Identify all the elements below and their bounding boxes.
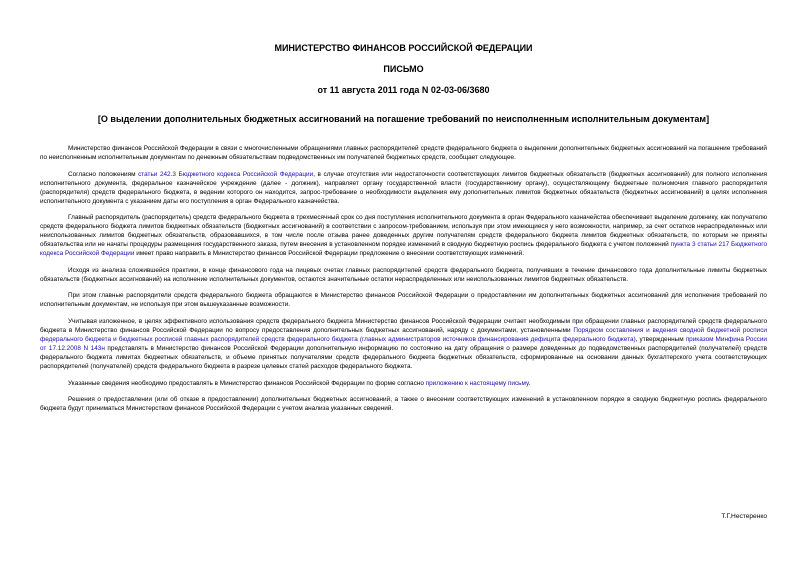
paragraph-2-text-a: Согласно положениям [68, 170, 139, 178]
link-article-217[interactable]: пункта 3 статьи 217 Бюджетного кодекса Российской Федерации [40, 241, 767, 258]
paragraph-1: Министерство финансов Российской Федерации в связи с многочисленными обращениями главных распорядителей средств федерального бюджета о выделении дополнительных бюджетных ассигнований на погашение требований по неисполненным исполнительным документам по денежным обязательствам подведомственных им получателей бюджетных средств, сообщает следующее. [40, 145, 767, 161]
paragraph-3 [40, 213, 767, 258]
paragraph-7-text-b: . [528, 379, 531, 387]
link-order-143n[interactable]: приказом Минфина России от 17.12.2008 N 143н [40, 335, 768, 352]
document-type: ПИСЬМО [383, 64, 424, 74]
paragraph-7-text-a: Указанные сведения необходимо предоставлять в Министерство финансов Российской Федерации по форме согласно [68, 379, 426, 387]
paragraph-6-text-c: представлять в Министерство финансов Российской Федерации дополнительную информацию по состоянию на дату обращения о размере доведенных до подведомственных распорядителей (получателей) средств федерального бюджета лимитах бюджетных обязательств, и объеме принятых получателями средств федерального бюджета бюджетных обязательств, сформированные на основании данных бухгалтерского учета соответствующих распорядителей (получателей) средств федерального бюджета в разрезе целевых статей расходов федерального бюджета. [40, 344, 767, 370]
link-budget-procedure[interactable]: Порядком составления и ведения сводной бюджетной росписи федерального бюджета и бюджетных росписей главных распорядителей средств федерального бюджета (главных администраторов источников финансирования дефицита федерального бюджета) [40, 326, 767, 343]
document-body [40, 144, 767, 421]
paragraph-7 [40, 379, 767, 388]
paragraph-2-text-b: , в случае отсутствия или недостаточности соответствующих лимитов бюджетных обязательств (бюджетных ассигнований) для полного исполнения исполнительного документа, федеральное казначейское учреждение (далее - должник), направляет органу государственной власти (государственному органу), осуществляющему бюджетные полномочия главного распорядителя (распорядителя) средств федерального бюджета, в ведении которого он находится, запрос-требование о необходимости выделения ему дополнительных лимитов бюджетных обязательств (бюджетных ассигнований) в целях исполнения исполнительного документа с указанием даты его поступления в орган Федерального казначейства. [40, 170, 767, 205]
document-subject: [О выделении дополнительных бюджетных ассигнований на погашение требований по неисполненным исполнительным документам] [97, 114, 710, 124]
signature: Т.Г.Нестеренко [721, 513, 767, 520]
paragraph-3-text-a: Главный распорядитель (распорядитель) средств федерального бюджета в трехмесячный срок со дня поступления исполнительного документа в орган Федерального казначейства обеспечивает выделение должнику, как получателю средств федерального бюджета лимитов бюджетных обязательств (бюджетных ассигнований) в соответствии с запросом-требованием, используя при этом имеющиеся у него возможности, например, за счет остатков нераспределенных или неиспользованных лимитов бюджетных обязательств, образовавшихся, в том числе после отзыва ранее доведенных другим получателям средств федерального бюджета лимитов бюджетных обязательств, по которым не приняты обязательства или не начаты процедуры размещения государственного заказа, путем внесения в установленном порядке изменений в сводную бюджетную роспись федерального бюджета с учетом положений [40, 214, 767, 249]
paragraph-3-text-b: имеет право направить в Министерство финансов Российской Федерации предложение о внесении соответствующих изменений. [134, 250, 524, 258]
paragraph-4: Исходя из анализа сложившейся практики, в конце финансового года на лицевых счетах главных распорядителей средств федерального бюджета, получивших в течение финансового года дополнительные лимиты бюджетных обязательств (бюджетных ассигнований) на исполнение исполнительных документов, остаются значительные остатки нераспределенных или неиспользованных лимитов бюджетных обязательств. [40, 266, 767, 283]
paragraph-8: Решения о предоставлении (или об отказе в предоставлении) дополнительных бюджетных ассигнований, а также о внесении соответствующих изменений в установленном порядке в сводную бюджетную роспись федерального бюджета будут приниматься Министерством финансов Российской Федерации с учетом анализа указанных сведений. [40, 396, 767, 413]
paragraph-2 [40, 170, 767, 206]
ministry-title: МИНИСТЕРСТВО ФИНАНСОВ РОССИЙСКОЙ ФЕДЕРАЦИИ [274, 43, 533, 53]
paragraph-6 [40, 317, 767, 371]
paragraph-6-text-a: Учитывая изложенное, в целях эффективного использования средств федерального бюджета Министерство финансов Российской Федерации считает необходимым при обращении главных распорядителей средств федерального бюджета в Министерство финансов Российской Федерации по вопросу предоставления дополнительных бюджетных ассигнований, наряду с документами, установленными [40, 317, 767, 334]
paragraph-5: При этом главные распорядители средств федерального бюджета обращаются в Министерство финансов Российской Федерации о предоставлении им дополнительных бюджетных ассигнований для исполнения требований по исполнительным документам, не используя при этом вышеуказанные возможности. [40, 292, 767, 309]
document-date-number: от 11 августа 2011 года N 02-03-06/3680 [317, 85, 490, 95]
paragraph-6-text-b: , утвержденным [635, 335, 686, 343]
link-appendix[interactable]: приложению к настоящему письму [425, 379, 529, 387]
link-article-242-3[interactable]: статьи 242.3 Бюджетного кодекса Российской Федерации [138, 170, 314, 178]
